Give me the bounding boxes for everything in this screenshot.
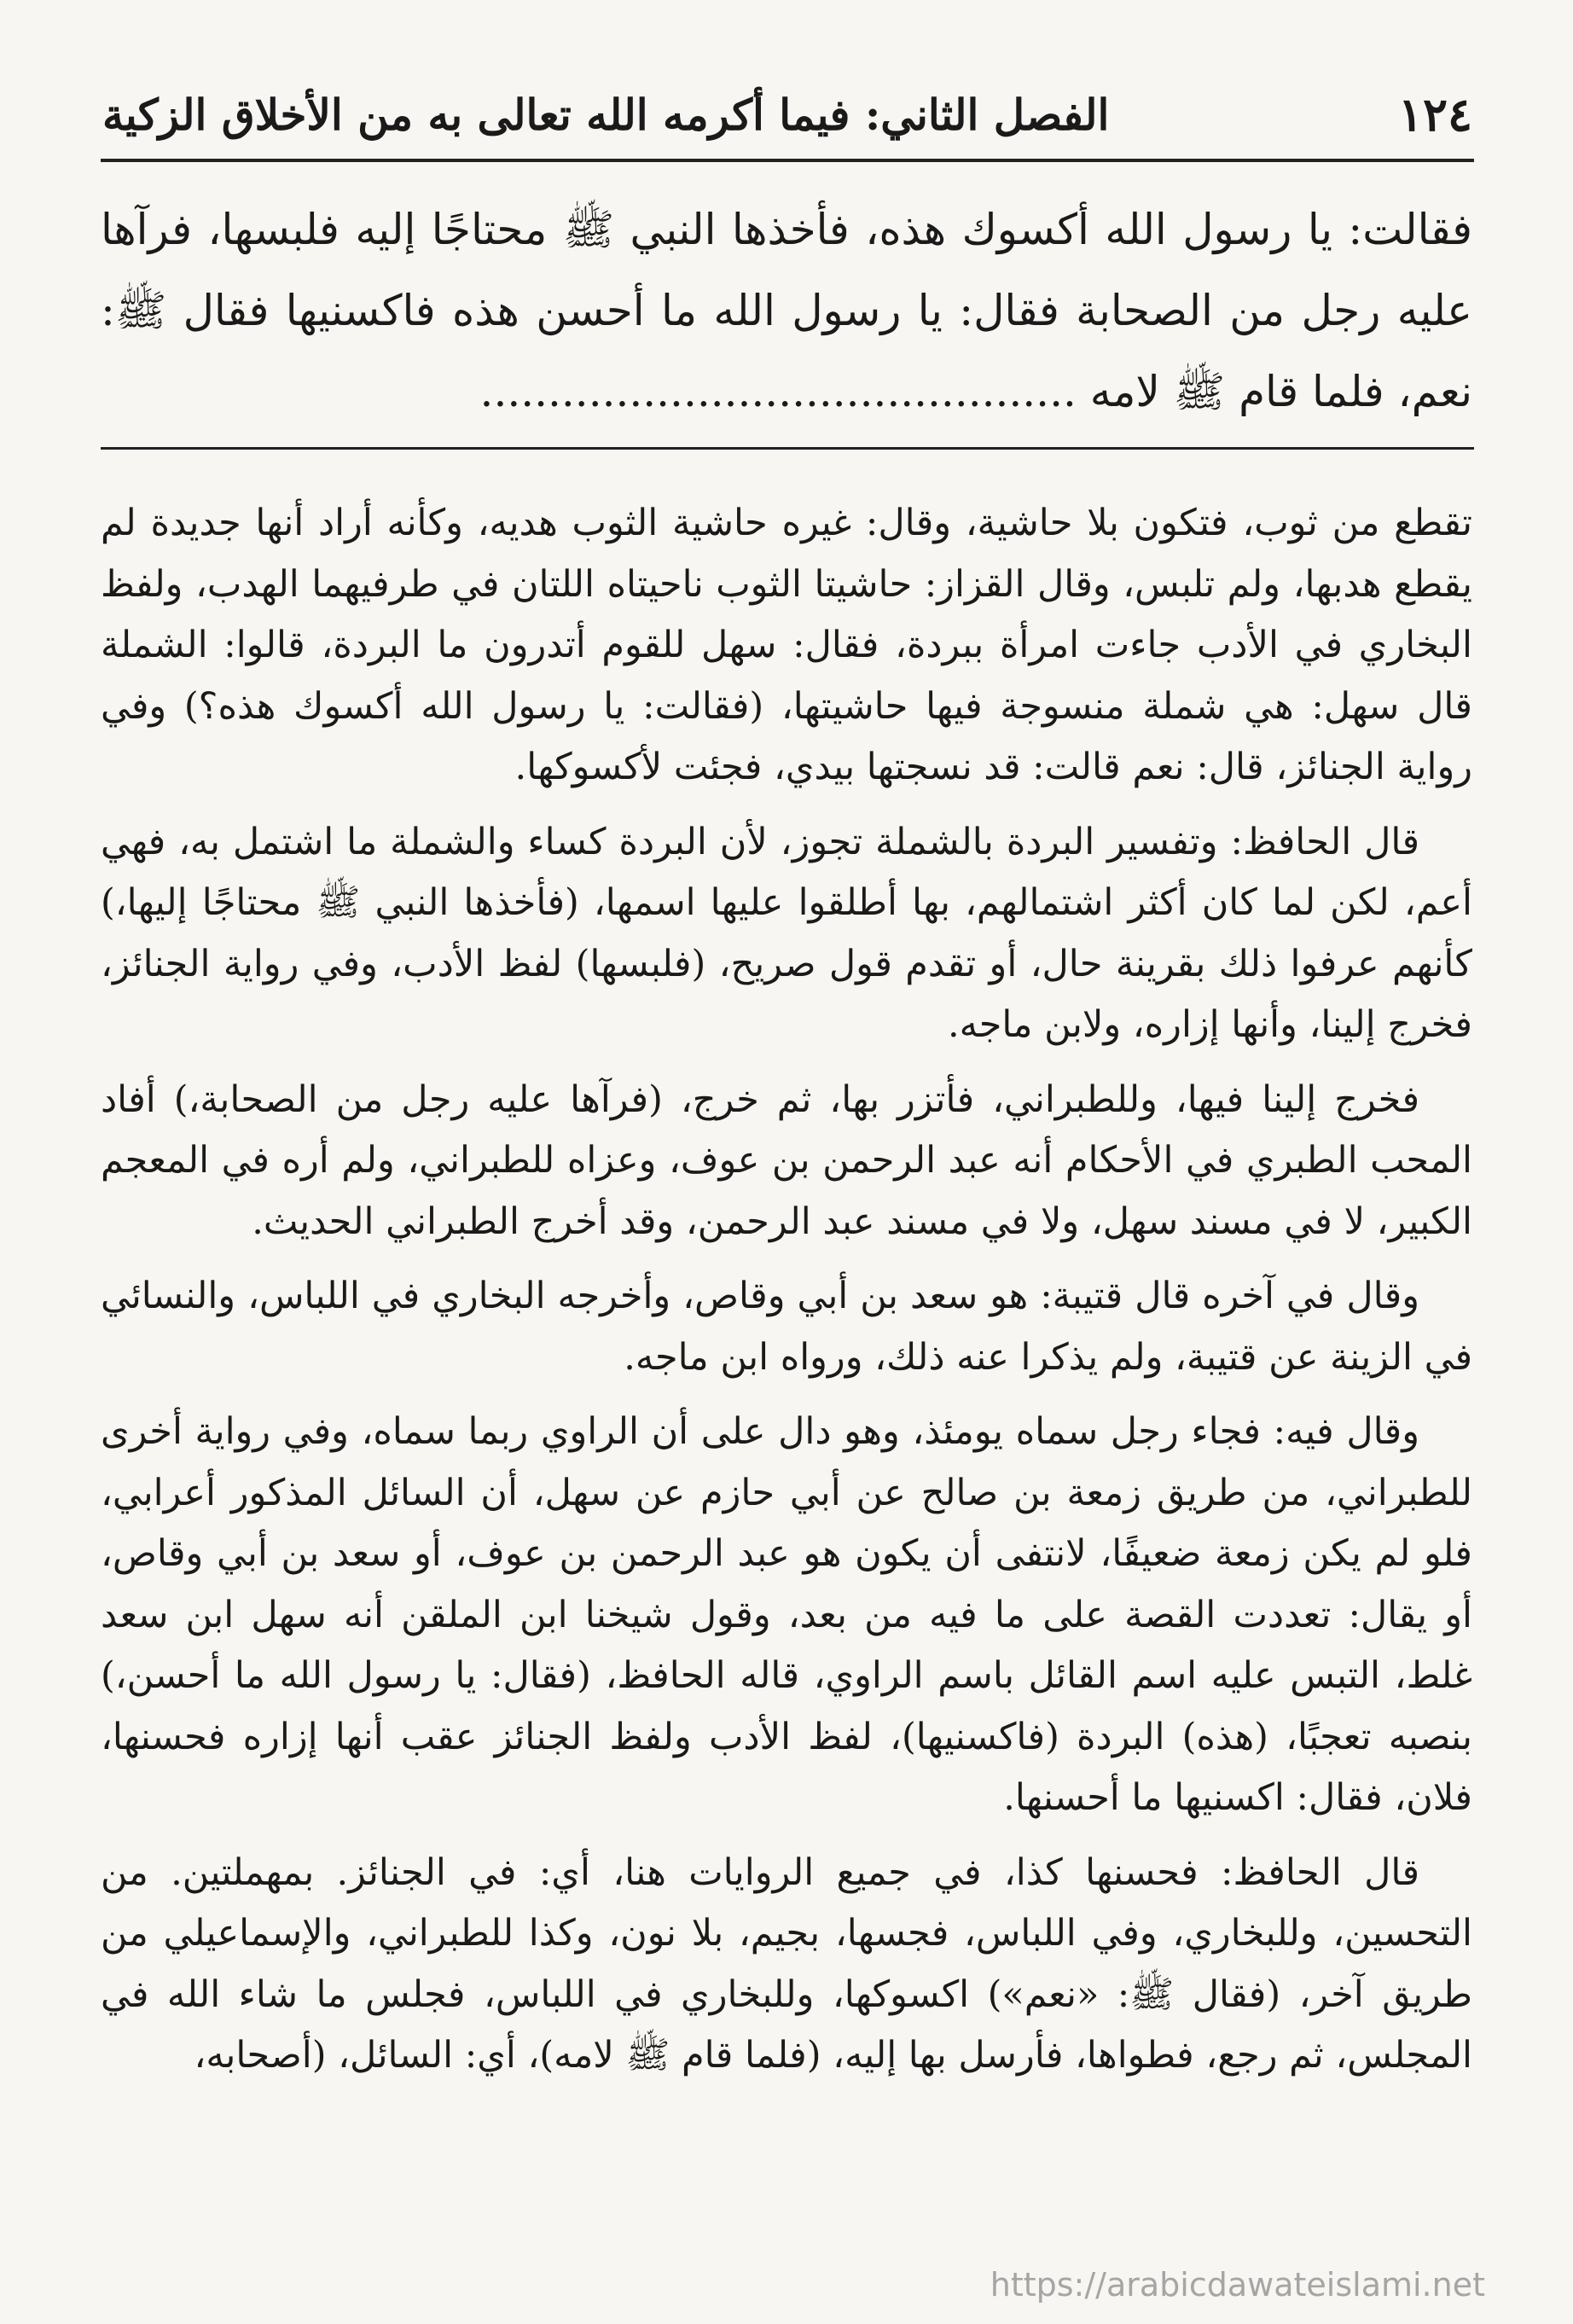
page-header <box>102 78 1472 150</box>
section-divider <box>101 447 1474 450</box>
commentary-paragraph: فخرج إلينا فيها، وللطبراني، فأتزر بها، ثم خرج، (فرآها عليه رجل من الصحابة،) أفاد المحب الطبري في الأحكام أنه عبد الرحمن بن عوف، وعزاه للطبراني، ولم أره في المعجم الكبير، لا في مسند سهل، ولا في مسند عبد الرحمن، وقد أخرج الطبراني الحديث. <box>101 1078 1472 1243</box>
hadith-text: فقالت: يا رسول الله أكسوك هذه، فأخذها النبي ﷺ محتاجًا إليه فلبسها، فرآها عليه رجل من الصحابة فقال: يا رسول الله ما أحسن هذه فاكسنيها فقال ﷺ: نعم، فلما قام ﷺ لامه <box>101 205 1472 416</box>
commentary-block <box>101 493 1472 2100</box>
page-number: ١٢٤ <box>1397 87 1472 142</box>
header-rule <box>101 159 1474 162</box>
running-title: الفصل الثاني: فيما أكرمه الله تعالى به من الأخلاق الزكية <box>102 89 1110 140</box>
commentary-paragraph: وقال في آخره قال قتيبة: هو سعد بن أبي وقاص، وأخرجه البخاري في اللباس، والنسائي في الزينة عن قتيبة، ولم يذكرا عنه ذلك، ورواه ابن ماجه. <box>101 1275 1472 1379</box>
commentary-paragraph: تقطع من ثوب، فتكون بلا حاشية، وقال: غيره حاشية الثوب هديه، وكأنه أراد أنها جديدة لم يقطع هدبها، ولم تلبس، وقال القزاز: حاشيتا الثوب ناحيتاه اللتان في طرفيهما الهدب، ولفظ البخاري في الأدب جاءت امرأة ببردة، فقال: سهل للقوم أتدرون ما البردة، قالوا: الشملة قال سهل: هي شملة منسوجة فيها حاشيتها، (فقالت: يا رسول الله أكسوك هذه؟) وفي رواية الجنائز، قال: نعم قالت: قد نسجتها بيدي، فجئت لأكسوكها. <box>101 502 1472 788</box>
commentary-paragraph: قال الحافظ: فحسنها كذا، في جميع الروايات هنا، أي: في الجنائز. بمهملتين. من التحسين، وللبخاري، وفي اللباس، فجسها، بجيم، بلا نون، وكذا للطبراني، والإسماعيلي من طريق آخر، (فقال ﷺ: «نعم») اكسوكها، وللبخاري في اللباس، فجلس ما شاء الله في المجلس، ثم رجع، فطواها، فأرسل بها إليه، (فلما قام ﷺ لامه)، أي: السائل، (أصحابه، <box>101 1850 1472 2077</box>
hadith-text-block <box>101 189 1472 433</box>
hadith-paragraph <box>101 189 1472 433</box>
commentary-paragraph: وقال فيه: فجاء رجل سماه يومئذ، وهو دال على أن الراوي ربما سماه، وفي رواية أخرى للطبراني، من طريق زمعة بن صالح عن أبي حازم عن سهل، أن السائل المذكور أعرابي، فلو لم يكن زمعة ضعيفًا، لانتفى أن يكون هو عبد الرحمن بن عوف، أو سعد بن أبي وقاص، أو يقال: تعددت القصة على ما فيه من بعد، وقول شيخنا ابن الملقن أنه سهل ابن سعد غلط، التبس عليه اسم القائل باسم الراوي، قاله الحافظ، (فقال: يا رسول الله ما أحسن،) بنصبه تعجبًا، (هذه) البردة (فاكسنيها)، لفظ الأدب ولفظ الجنائز عقب أنها إزاره فحسنها، فلان، فقال: اكسنيها ما أحسنها. <box>101 1410 1472 1819</box>
commentary-paragraph: قال الحافظ: وتفسير البردة بالشملة تجوز، لأن البردة كساء والشملة ما اشتمل به، فهي أعم، لكن لما كان أكثر اشتمالهم، بها أطلقوا عليها اسمها، (فأخذها النبي ﷺ محتاجًا إليها،) كأنهم عرفوا ذلك بقرينة حال، أو تقدم قول صريح، (فلبسها) لفظ الأدب، وفي رواية الجنائز، فخرج إلينا، وأنها إزاره، ولابن ماجه. <box>101 820 1472 1046</box>
hadith-ellipsis: ............................................ <box>479 367 1077 416</box>
watermark-url: https://arabicdawateislami.net <box>990 2266 1485 2304</box>
